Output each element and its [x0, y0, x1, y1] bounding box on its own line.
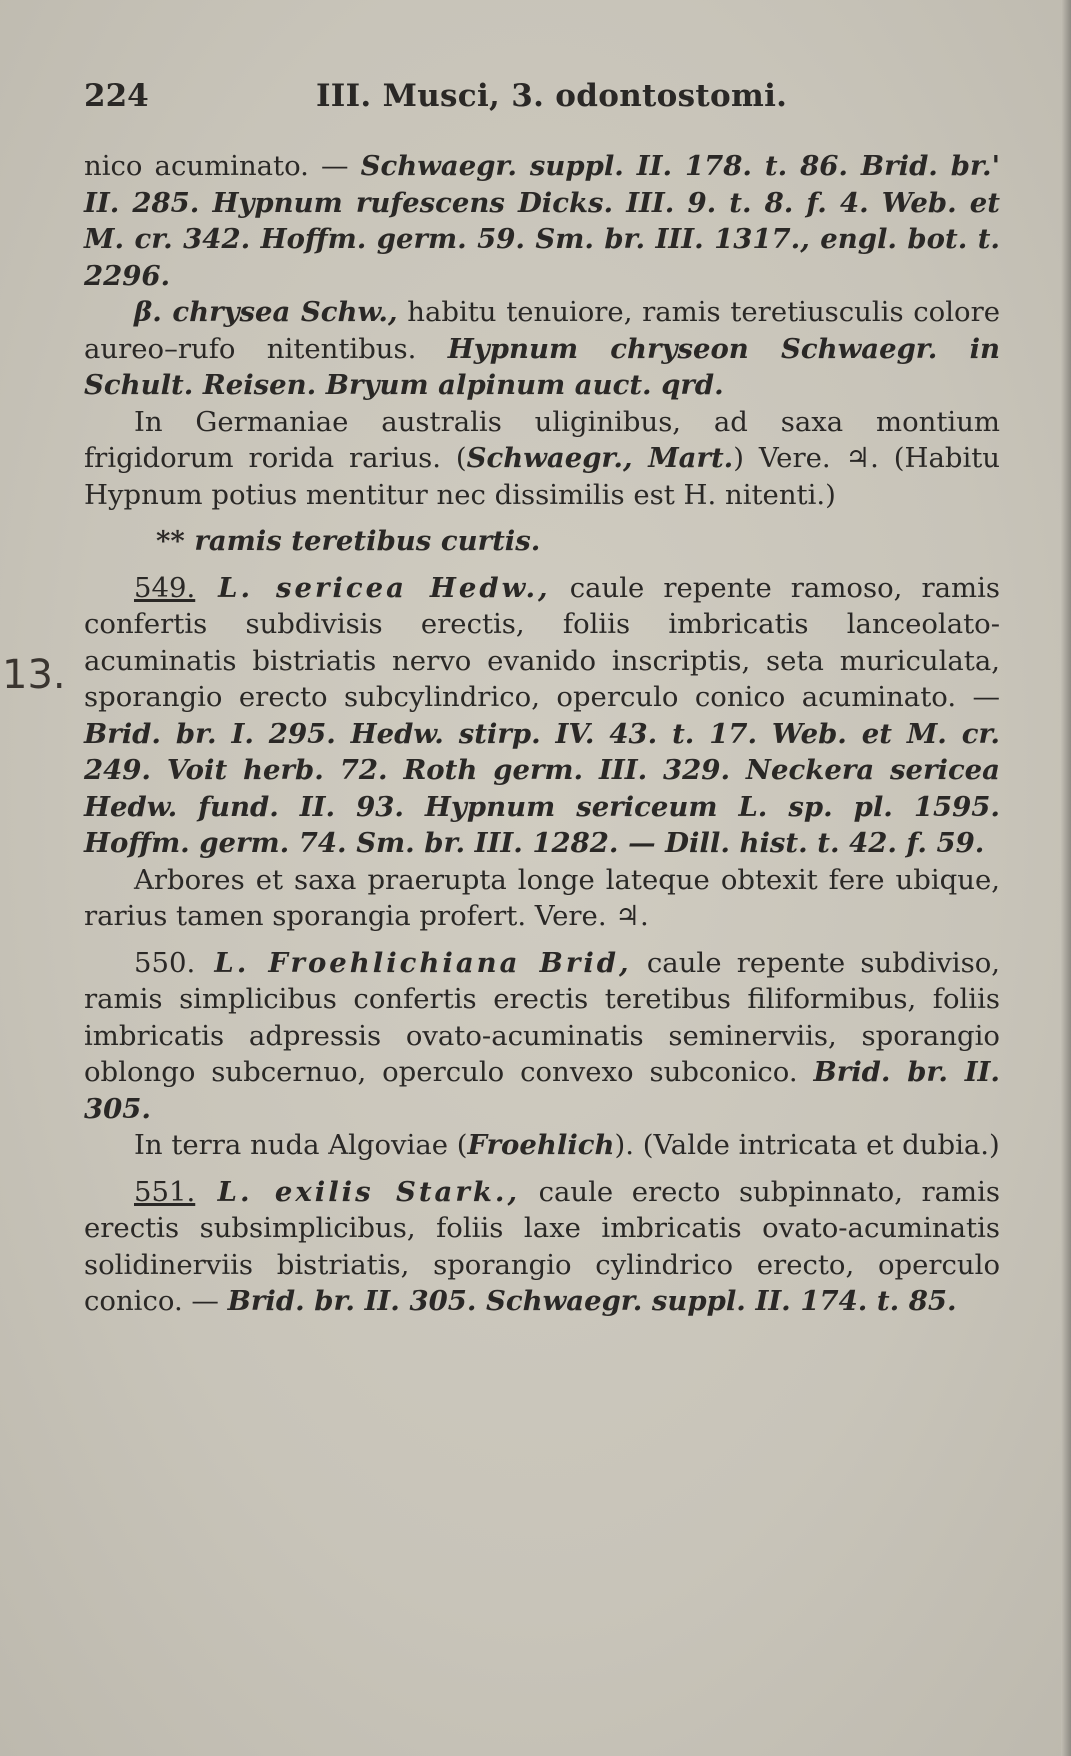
running-header	[84, 78, 984, 122]
paragraph-variety-beta: β. chrysea Schw., habitu tenuiore, ramis teretiusculis colore aureo–rufo nitentibus. Hypnum chryseon Schwaegr. in Schult. Reisen. Bryum alpinum auct. qrd.	[84, 296, 1001, 401]
page-number: 224	[84, 78, 149, 114]
page-spine-shadow	[1061, 0, 1071, 1756]
citation: Brid. br. II. 305.	[84, 1056, 1000, 1125]
species-551: 551. L. exilis Stark., caule erecto subpinnato, ramis erectis subsimplicibus, foliis laxe imbricatis ovato-acuminatis solidinerviis bistriatis, sporangio cylindrico erecto, operculo conico. — Brid. br. II. 305. Schwaegr. suppl. II. 174. t. 85.	[84, 1175, 1000, 1317]
species-number: 549.	[134, 571, 196, 604]
species-number: 551.	[134, 1175, 196, 1208]
citation: Schwaegr. suppl. II. 178. t. 86. Brid. br.' II. 285. Hypnum rufescens Dicks. III. 9. t. 8. f. 4. Web. et M. cr. 342. Hoffm. germ. 59. Sm. br. III. 1317., engl. bot. t. 2296.	[84, 150, 1000, 292]
paragraph-habitat-549: Arbores et saxa praerupta longe lateque obtexit fere ubique, rarius tamen sporangia profert. Vere. ♃.	[84, 863, 1000, 932]
citation: Hypnum chryseon Schwaegr. in Schult. Reisen. Bryum alpinum auct. qrd.	[84, 332, 1001, 401]
paragraph-habitat: In Germaniae australis uliginibus, ad saxa montium frigidorum rorida rarius. (Schwaegr., Mart.) Vere. ♃. (Habitu Hypnum potius mentitur nec dissimilis est H. nitenti.)	[84, 405, 1001, 511]
citation: Froehlich	[467, 1129, 615, 1161]
body-text	[84, 148, 1000, 1320]
species-name: L. sericea Hedw.,	[195, 571, 551, 604]
species-name: L. exilis Stark.,	[195, 1175, 521, 1208]
species-name: L. Froehlichiana Brid,	[195, 946, 632, 979]
variety-name: β. chrysea Schw.,	[134, 296, 398, 328]
section-heading: ** ramis teretibus curtis.	[156, 525, 541, 557]
margin-note: 13.	[2, 652, 66, 698]
species-number: 550.	[134, 946, 196, 979]
citation: Brid. br. I. 295. Hedw. stirp. IV. 43. t. 17. Web. et M. cr. 249. Voit herb. 72. Roth germ. III. 329. Neckera sericea Hedw. fund. II. 93. Hypnum sericeum L. sp. pl. 1595. Hoffm. germ. 74. Sm. br. III. 1282. — Dill. hist. t. 42. f. 59.	[84, 717, 1000, 859]
paragraph-continuation: nico acuminato. — Schwaegr. suppl. II. 178. t. 86. Brid. br.' II. 285. Hypnum rufescens Dicks. III. 9. t. 8. f. 4. Web. et M. cr. 342. Hoffm. germ. 59. Sm. br. III. 1317., engl. bot. t. 2296.	[84, 150, 1000, 292]
species-550: 550. L. Froehlichiana Brid, caule repente subdiviso, ramis simplicibus confertis erectis teretibus filiformibus, foliis imbricatis adpressis ovato-acuminatis seminerviis, sporangio oblongo subcernuo, operculo convexo subconico. Brid. br. II. 305.	[84, 946, 1000, 1125]
citation: Schwaegr., Mart.	[466, 442, 734, 474]
running-title: III. Musci, 3. odontostomi.	[316, 78, 788, 114]
citation: Brid. br. II. 305. Schwaegr. suppl. II. 174. t. 85.	[227, 1285, 957, 1317]
paragraph-habitat-550: In terra nuda Algoviae (Froehlich). (Valde intricata et dubia.)	[134, 1129, 1000, 1161]
species-549: 549. L. sericea Hedw., caule repente ramoso, ramis confertis subdivisis erectis, foliis imbricatis lanceolato-acuminatis bistriatis nervo evanido inscriptis, seta muriculata, sporangio erecto subcylindrico, operculo conico acuminato. — Brid. br. I. 295. Hedw. stirp. IV. 43. t. 17. Web. et M. cr. 249. Voit herb. 72. Roth germ. III. 329. Neckera sericea Hedw. fund. II. 93. Hypnum sericeum L. sp. pl. 1595. Hoffm. germ. 74. Sm. br. III. 1282. — Dill. hist. t. 42. f. 59.	[84, 571, 1000, 859]
